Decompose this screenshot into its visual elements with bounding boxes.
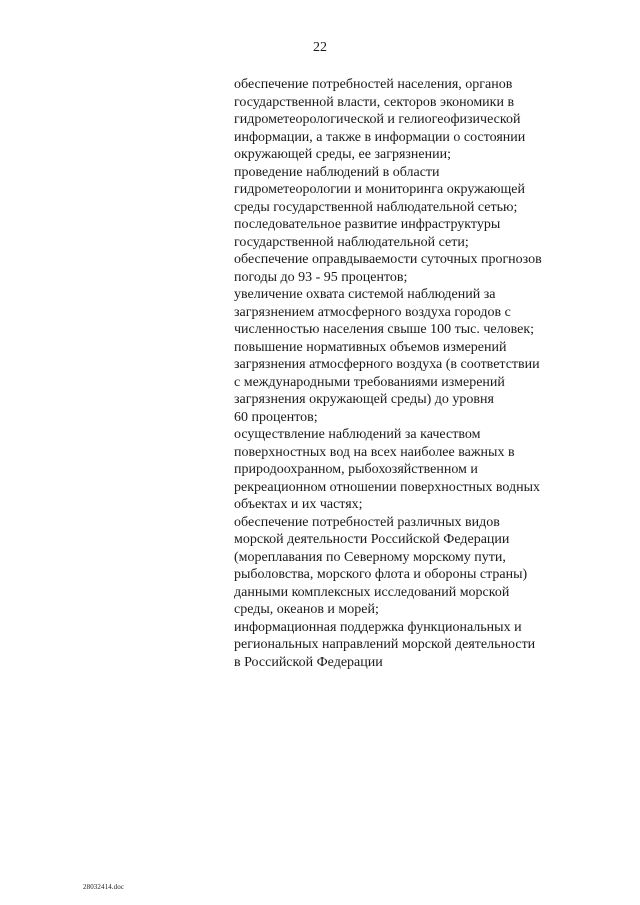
document-file-id: 28032414.doc — [83, 883, 125, 891]
body-line: последовательное развитие инфраструктуры — [234, 217, 501, 232]
body-line: рыболовства, морского флота и обороны страны) — [234, 567, 528, 582]
body-line: региональных направлений морской деятельности — [234, 637, 536, 652]
body-line: осуществление наблюдений за качеством — [234, 427, 481, 442]
body-line: морской деятельности Российской Федерации — [234, 532, 510, 547]
body-line: среды государственной наблюдательной сетью; — [234, 199, 518, 215]
body-line: государственной власти, секторов экономики в — [234, 94, 515, 110]
body-line: численностью населения свыше 100 тыс. человек; — [234, 322, 535, 337]
body-line: информационная поддержка функциональных и — [234, 619, 522, 635]
body-text — [234, 76, 564, 671]
body-line: информации, а также в информации о состоянии — [234, 129, 526, 145]
body-line: обеспечение потребностей населения, органов — [234, 77, 513, 92]
body-line: государственной наблюдательной сети; — [234, 234, 469, 250]
body-line: рекреационном отношении поверхностных водных — [234, 479, 541, 495]
body-line: гидрометеорологической и гелиогеофизической — [234, 112, 521, 127]
body-line: объектах и их частях; — [234, 497, 363, 512]
page-number: 22 — [313, 40, 327, 55]
body-line: (мореплавания по Северному морскому пути, — [234, 549, 506, 565]
body-line: проведение наблюдений в области — [234, 164, 440, 180]
body-line: обеспечение потребностей различных видов — [234, 514, 500, 530]
body-line: окружающей среды, ее загрязнении; — [234, 147, 451, 162]
body-line: природоохранном, рыбохозяйственном и — [234, 462, 478, 477]
body-line: погоды до 93 - 95 процентов; — [234, 269, 408, 285]
body-line: гидрометеорологии и мониторинга окружающей — [234, 182, 525, 197]
body-line: в Российской Федерации — [234, 654, 383, 670]
body-line: с международными требованиями измерений — [234, 374, 505, 390]
body-line: данными комплексных исследований морской — [234, 584, 510, 600]
body-line: среды, океанов и морей; — [234, 602, 379, 617]
body-line: увеличение охвата системой наблюдений за — [234, 287, 496, 302]
body-line: 60 процентов; — [234, 409, 318, 425]
body-line: загрязнением атмосферного воздуха городов с — [234, 304, 511, 320]
body-line: загрязнения атмосферного воздуха (в соответствии — [234, 357, 540, 372]
body-line: поверхностных вод на всех наиболее важных в — [234, 444, 515, 460]
body-line: обеспечение оправдываемости суточных прогнозов — [234, 252, 542, 267]
body-line: загрязнения окружающей среды) до уровня — [234, 392, 494, 407]
body-line: повышение нормативных объемов измерений — [234, 339, 507, 355]
